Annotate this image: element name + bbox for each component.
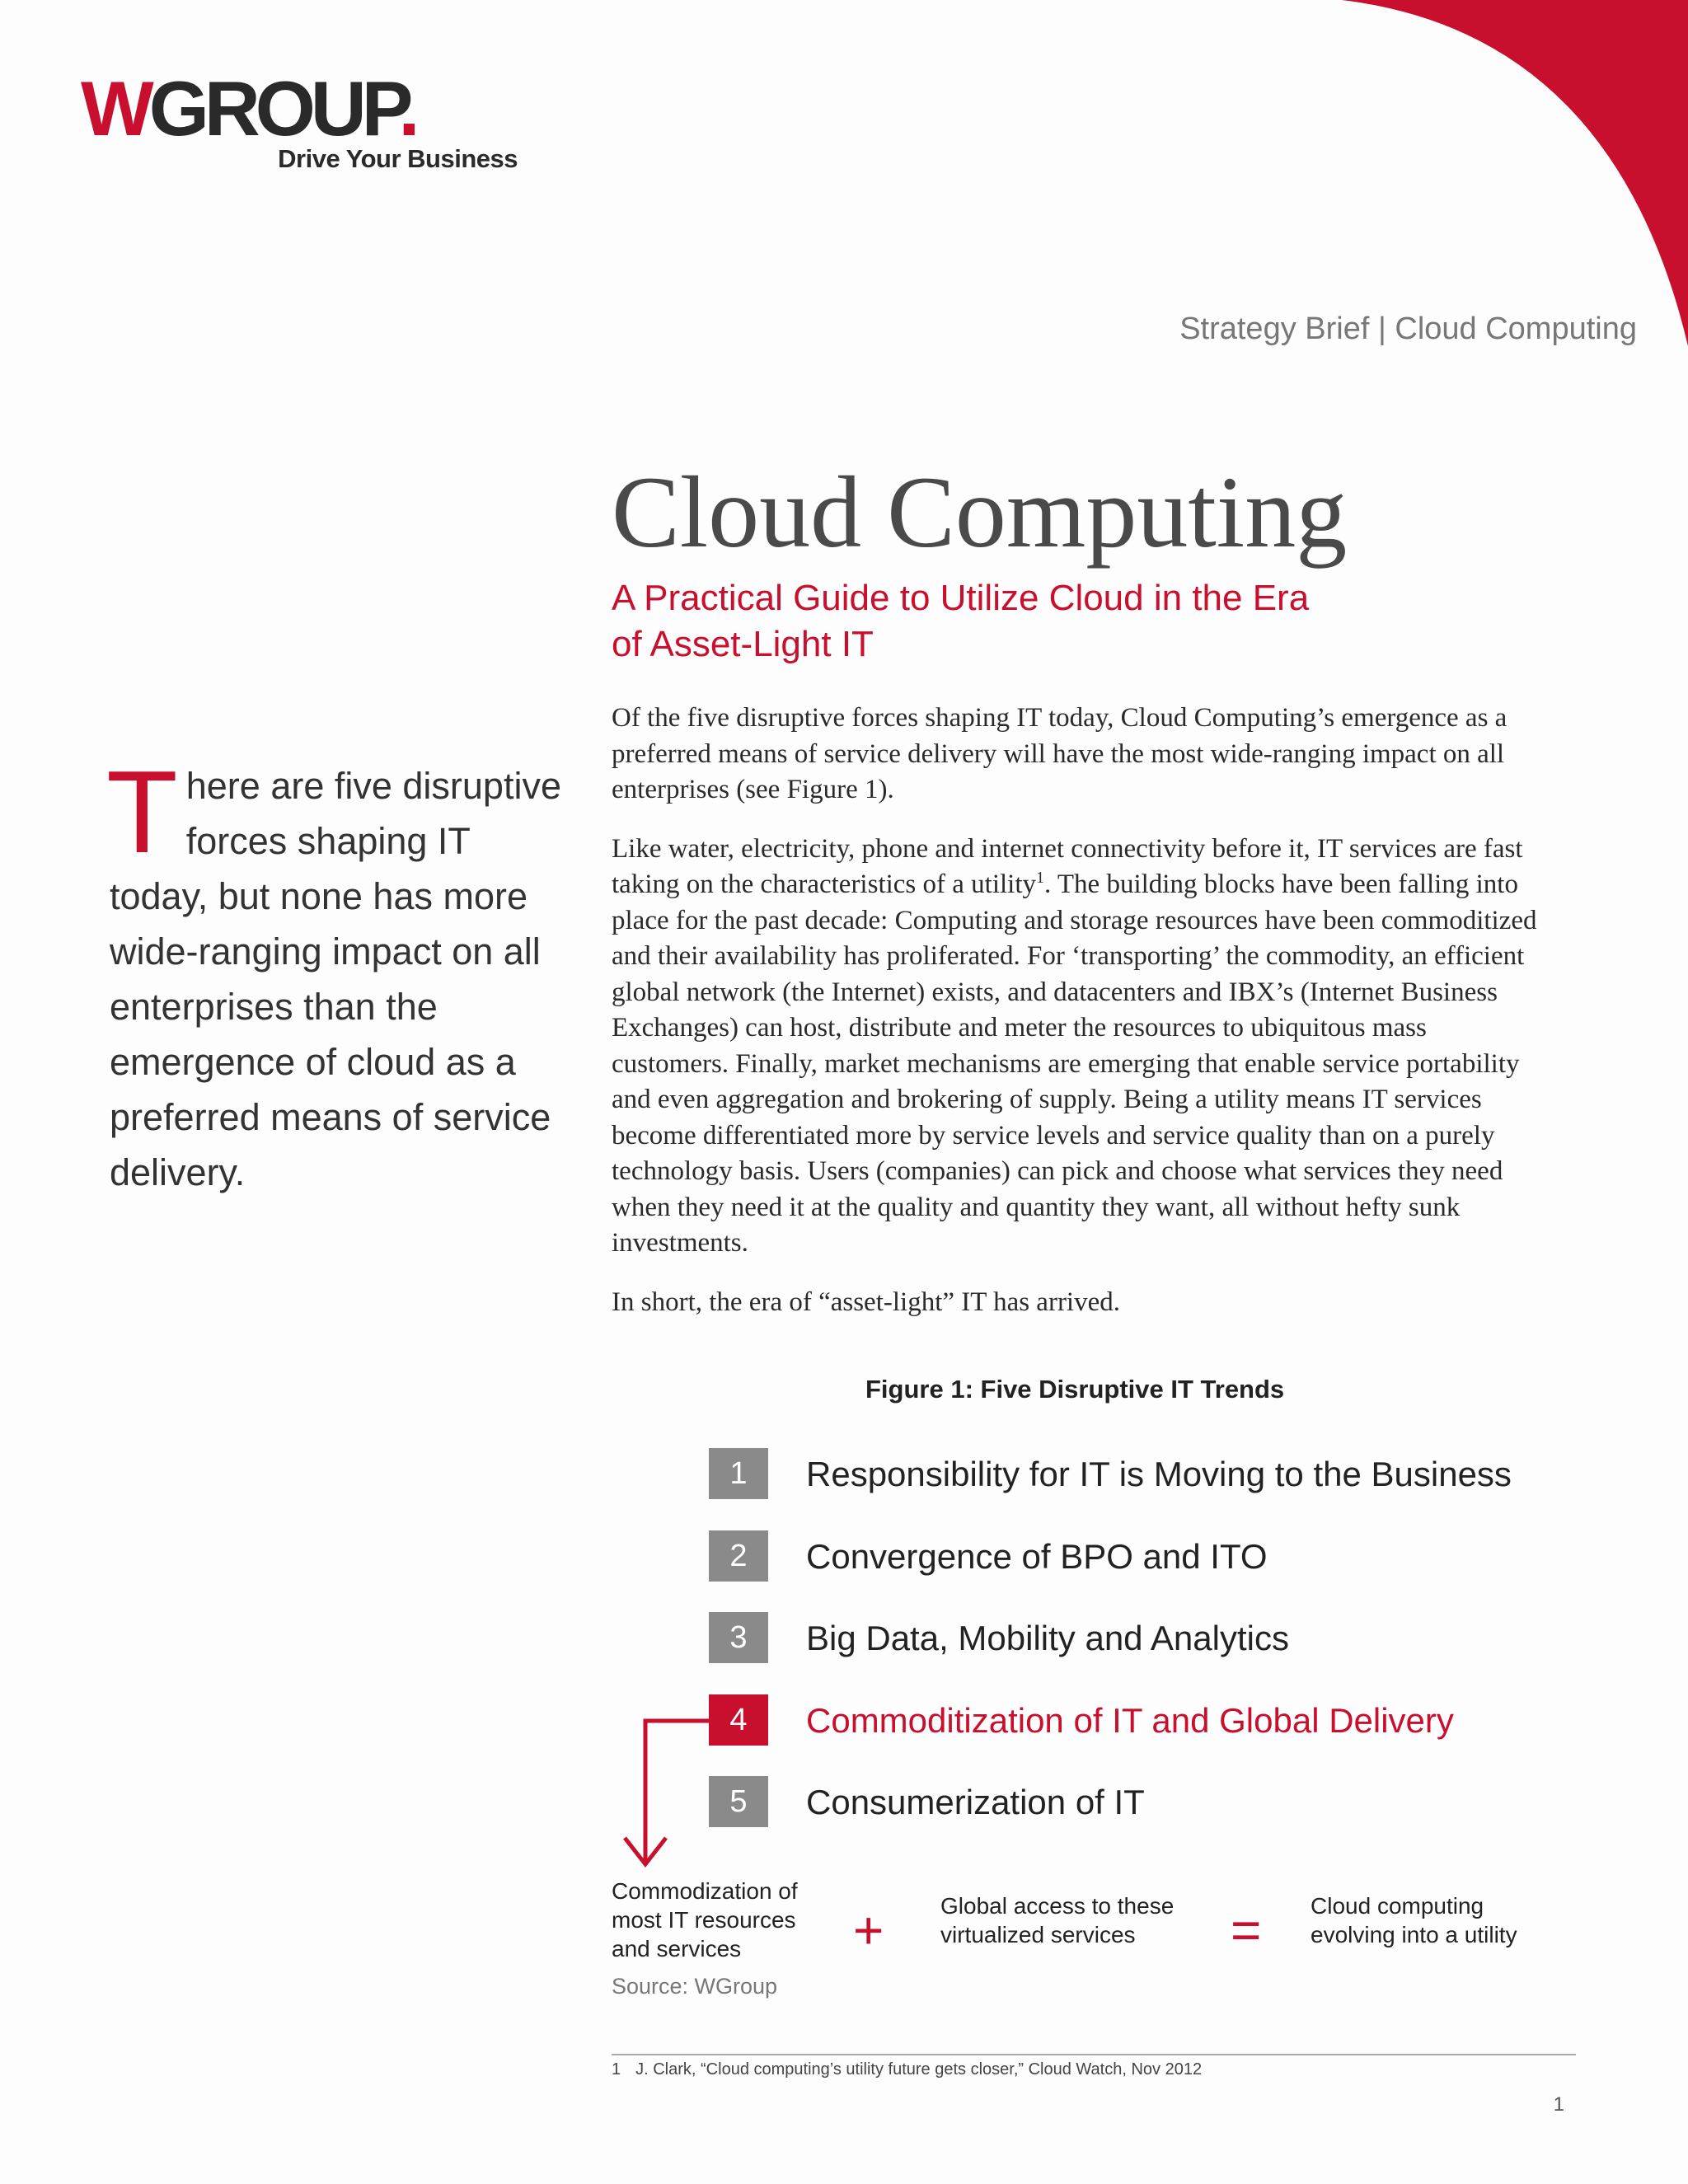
equation-right: Cloud computing evolving into a utility [1311, 1893, 1517, 1947]
logo-wordmark: WGROUP. [81, 65, 415, 152]
trend-number: 4 [709, 1694, 768, 1746]
figure-title: Figure 1: Five Disruptive IT Trends [865, 1375, 1285, 1404]
page-title: Cloud Computing [612, 456, 1348, 569]
equation-middle: Global access to these virtualized services [940, 1893, 1175, 1947]
trend-number: 2 [709, 1530, 768, 1582]
trend-number: 5 [709, 1776, 768, 1827]
trend-label: Convergence of BPO and ITO [806, 1537, 1268, 1576]
footnote-ref: 1 [1036, 869, 1044, 887]
pull-quote-text: here are five disruptive forces shaping IT today, but none has more wide-ranging impact on all enterprises than the emergence of cloud as a preferred means of service delivery. [110, 765, 561, 1193]
equation-left: Commodization of most IT resources and services [612, 1878, 798, 1961]
corner-decoration [1342, 0, 1688, 346]
footnote-divider [612, 2054, 1576, 2055]
trend-label: Responsibility for IT is Moving to the Business [806, 1455, 1512, 1493]
paragraph-1: Of the five disruptive forces shaping IT today, Cloud Computing’s emergence as a preferred means of service delivery will have the most wide-ranging impact on all enterprises (see Figure 1). [612, 703, 1507, 804]
header-label: Strategy Brief | Cloud Computing [1179, 312, 1637, 346]
page-subtitle: A Practical Guide to Utilize Cloud in the Era of Asset-Light IT [612, 578, 1310, 664]
plus-icon: + [853, 1900, 884, 1960]
paragraph-3: In short, the era of “asset-light” IT has arrived. [612, 1286, 1120, 1317]
trend-label: Consumerization of IT [806, 1783, 1145, 1821]
equals-icon: = [1231, 1900, 1262, 1960]
arrow-down-icon [618, 1714, 717, 1879]
footnote: 1 J. Clark, “Cloud computing’s utility future gets closer,” Cloud Watch, Nov 2012 [612, 2060, 1203, 2079]
page-number: 1 [1553, 2093, 1564, 2116]
body-text [612, 701, 1543, 1343]
trend-number: 3 [709, 1612, 768, 1663]
figure-source: Source: WGroup [612, 1974, 778, 1999]
pull-quote [106, 747, 571, 1200]
wgroup-logo [81, 65, 526, 174]
logo-tagline: Drive Your Business [278, 144, 518, 173]
drop-cap: T [106, 747, 178, 878]
paragraph-2: Like water, electricity, phone and internet connectivity before it, IT services are fast taking on the characteristics of a utility$^1$. The building blocks have been falling into place for the past decade: Computing and storage resources have been commoditized and their availability has proliferated. For ‘transporting’ the commodity, an efficient global network (the Internet) exists, and datacenters and IBX’s (Internet Business Exchanges) can host, distribute and meter the resources to ubiquitous mass customers. Finally, market mechanisms are emerging that enable service portability and even aggregation and brokering of supply. Being a utility means IT services become differentiated more by service levels and service quality than on a purely technology basis. Users (companies) can pick and choose what services they need when they need it at the quality and quantity they want, all without hefty sunk investments. [612, 833, 1537, 1258]
trend-number: 1 [709, 1448, 768, 1499]
trend-label: Commoditization of IT and Global Delivery [806, 1701, 1454, 1740]
trend-label: Big Data, Mobility and Analytics [806, 1619, 1289, 1657]
